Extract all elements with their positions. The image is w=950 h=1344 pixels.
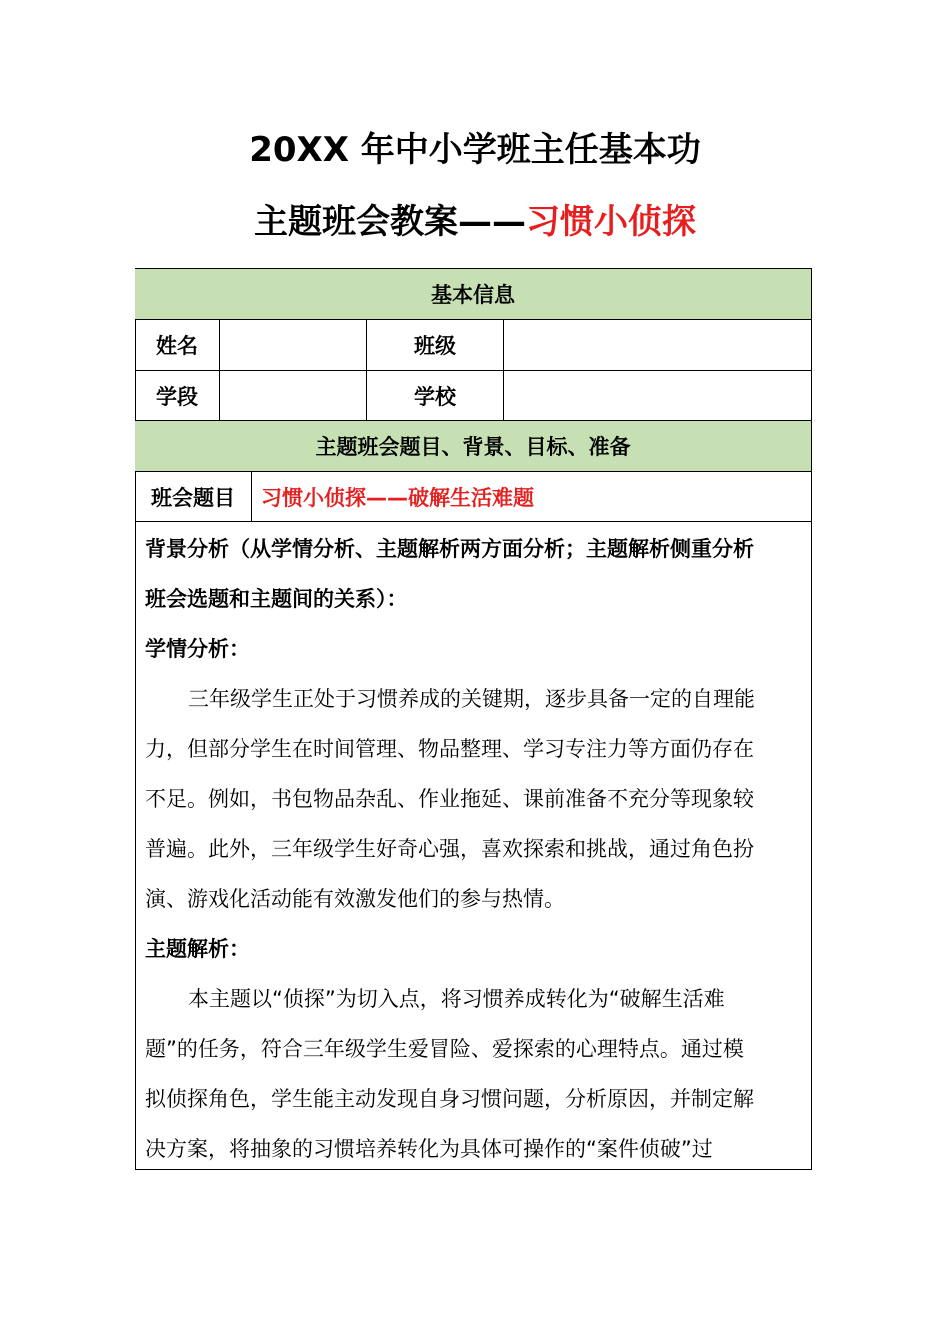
section-header-row [135,421,811,471]
student-analysis-heading: 学情分析： [145,637,250,661]
stage-value-cell[interactable] [220,371,366,420]
student-analysis-line: 普遍。此外，三年级学生好奇心强，喜欢探索和挑战，通过角色扮 [145,837,754,861]
student-analysis-line: 力，但部分学生在时间管理、物品整理、学习专注力等方面仍存在 [145,737,754,761]
theme-analysis-line: 拟侦探角色，学生能主动发现自身习惯问题，分析原因，并制定解 [145,1087,754,1111]
document-title: 20XX 年中小学班主任基本功 [249,130,701,170]
basic-info-header-row [135,269,811,319]
stage-label: 学段 [156,384,198,409]
class-label: 班级 [414,334,456,358]
topic-value: 习惯小侦探——破解生活难题 [261,485,534,510]
theme-analysis-line: 题”的任务，符合三年级学生爱冒险、爱探索的心理特点。通过模 [145,1037,744,1061]
theme-analysis-heading: 主题解析： [145,937,250,961]
section-header: 主题班会题目、背景、目标、准备 [135,421,811,471]
school-value-cell[interactable] [504,371,810,420]
class-value-cell[interactable] [504,320,810,370]
theme-analysis-line: 本主题以“侦探”为切入点，将习惯养成转化为“破解生活难 [188,987,725,1011]
name-class-row [135,320,811,370]
theme-analysis-line: 决方案，将抽象的习惯培养转化为具体可操作的“案件侦破”过 [145,1137,713,1161]
name-label: 姓名 [156,334,198,358]
stage-school-row [135,371,811,420]
basic-info-header: 基本信息 [135,269,811,319]
school-label: 学校 [414,384,456,409]
student-analysis-line: 演、游戏化活动能有效激发他们的参与热情。 [145,887,565,911]
background-heading-line2: 班会选题和主题间的关系）： [145,587,408,611]
topic-label: 班会题目 [151,485,235,510]
subtitle-highlight: 习惯小侦探 [526,202,696,242]
subtitle-prefix: 主题班会教案—— [254,202,526,242]
student-analysis-line: 不足。例如，书包物品杂乱、作业拖延、课前准备不充分等现象较 [145,787,754,811]
background-heading-line1: 背景分析（从学情分析、主题解析两方面分析；主题解析侧重分析 [145,537,754,561]
topic-row [135,472,811,521]
document-subtitle [0,202,950,242]
name-value-cell[interactable] [220,320,366,370]
student-analysis-line: 三年级学生正处于习惯养成的关键期，逐步具备一定的自理能 [188,687,755,711]
